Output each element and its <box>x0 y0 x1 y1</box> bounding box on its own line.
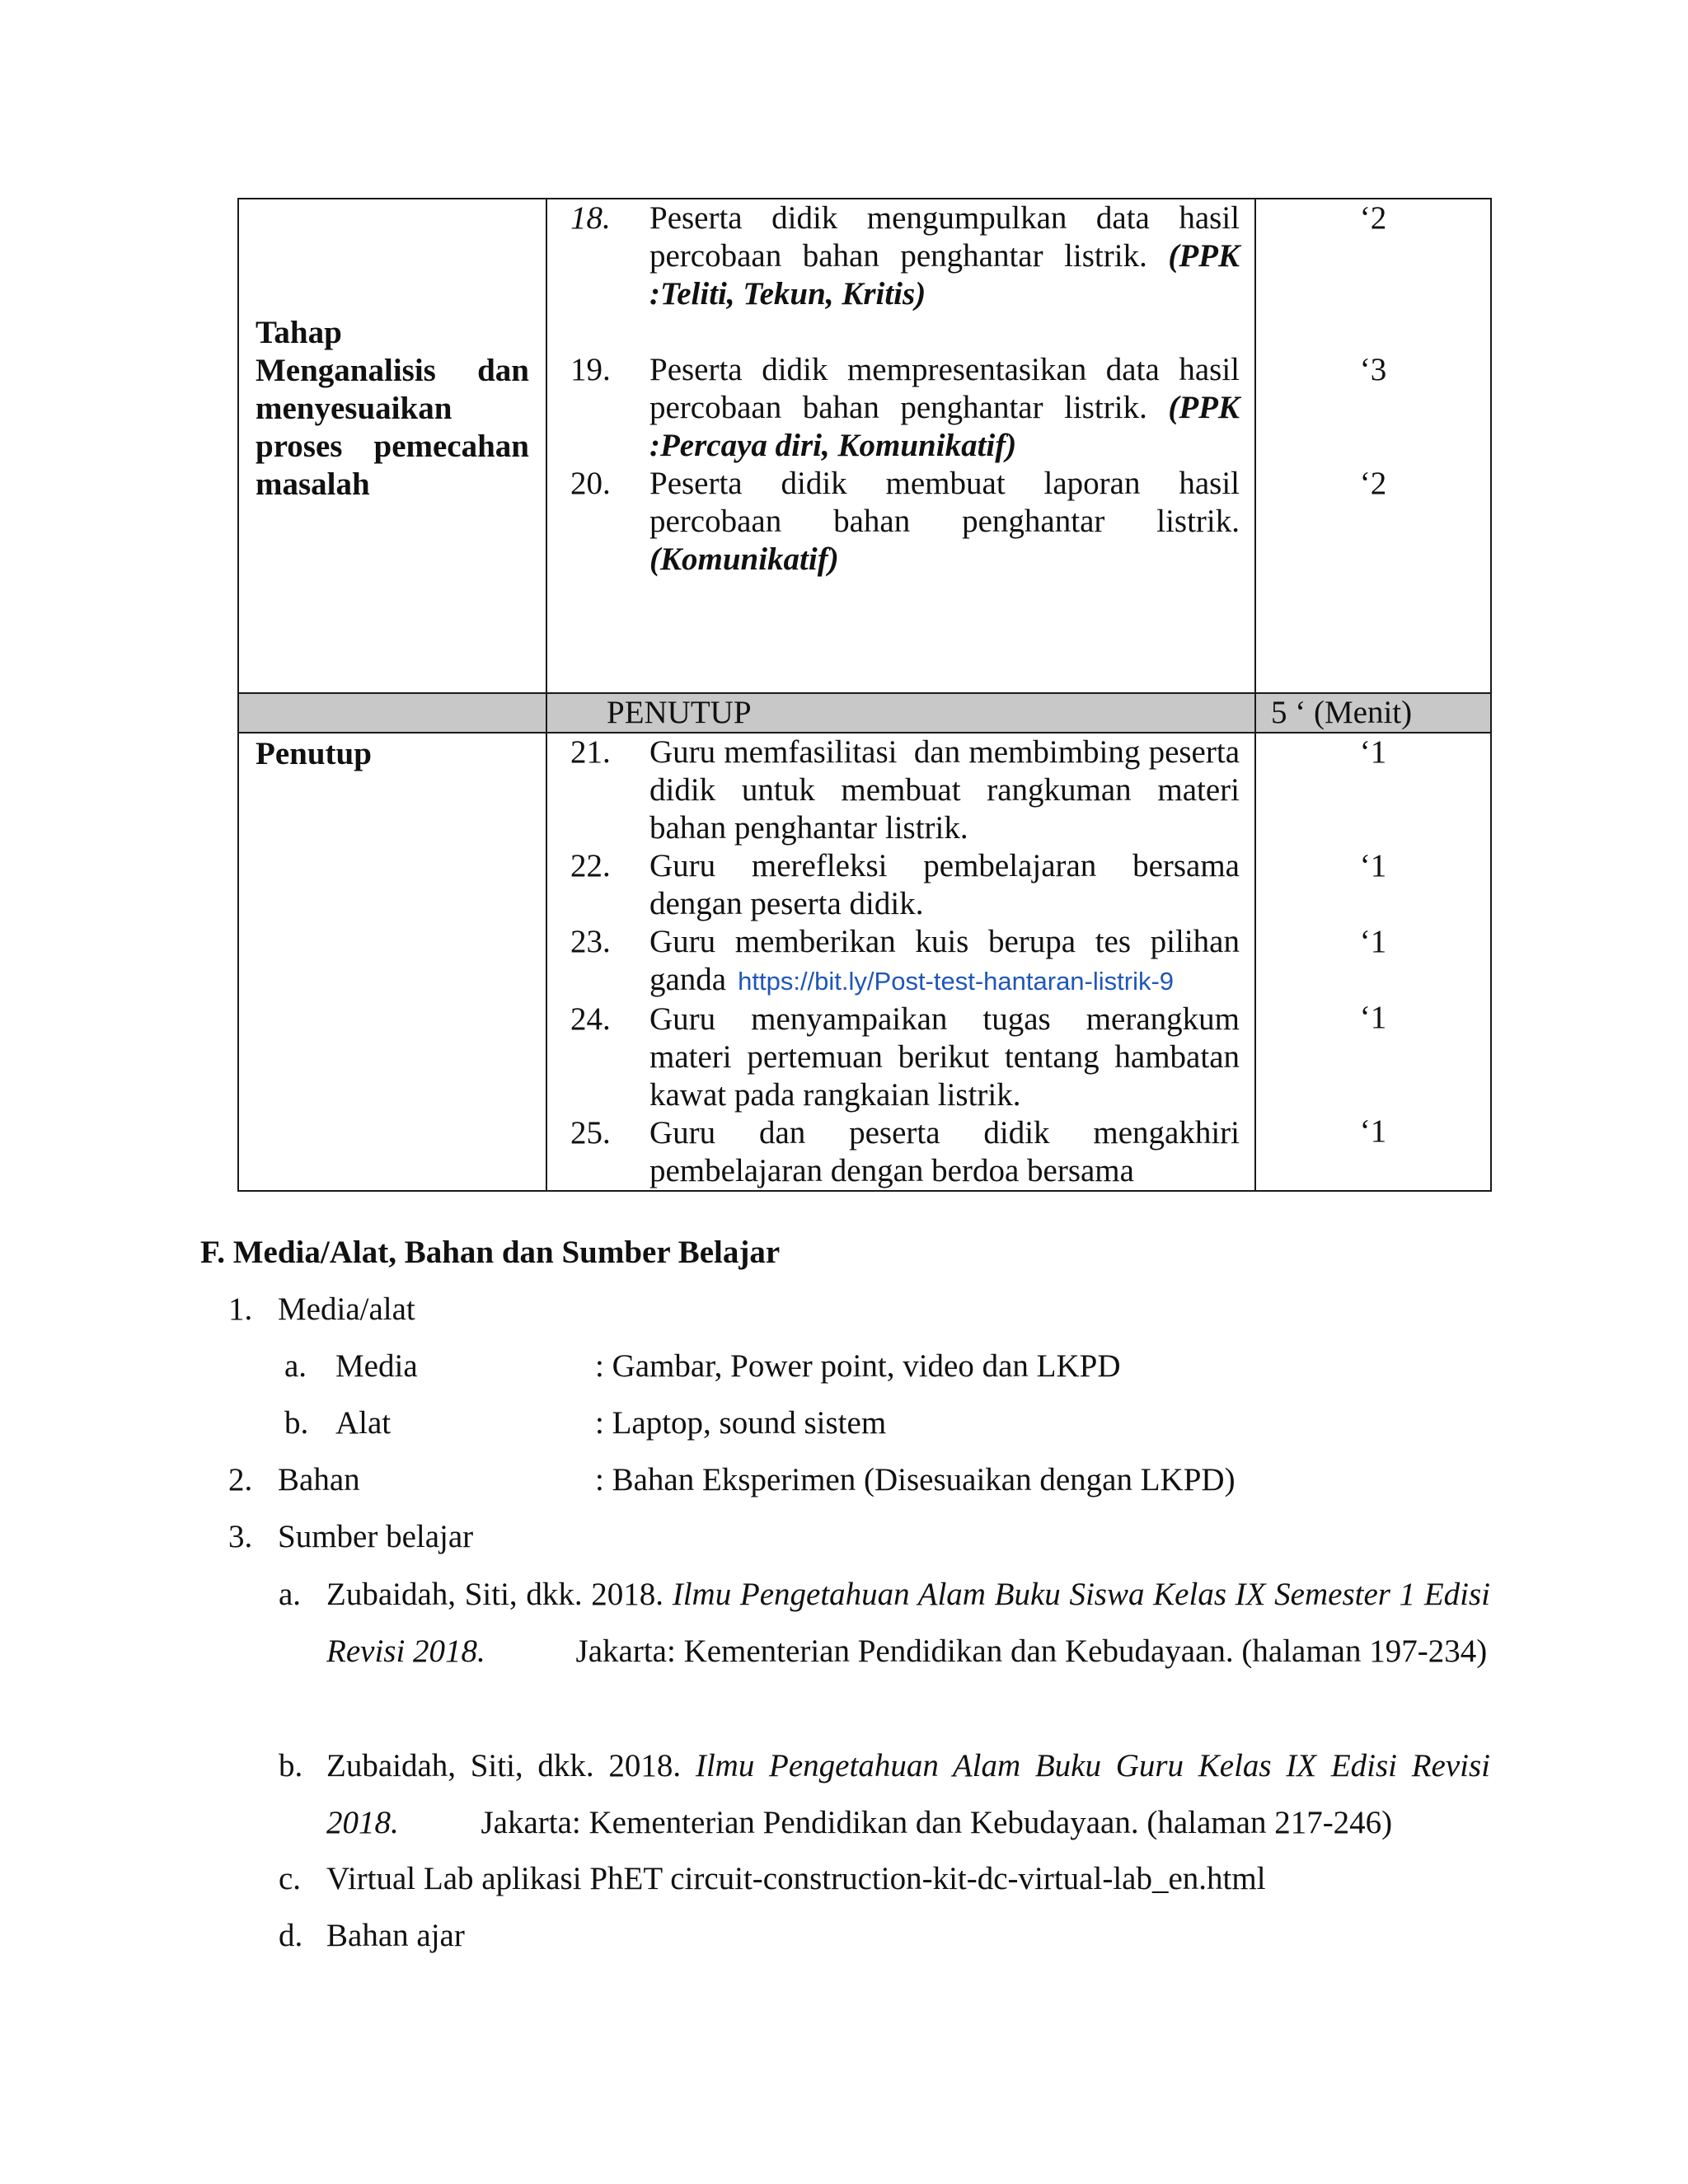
closing-section-time: 5 ‘ (Menit) <box>1255 693 1491 733</box>
list-item-label: Alat <box>335 1405 392 1441</box>
stage-times-closing <box>1255 733 1491 1191</box>
post-test-link[interactable]: https://bit.ly/Post-test-hantaran-listrik-9 <box>738 967 1175 996</box>
list-item: 24. Guru menyampaikan tugas merangkum materi pertemuan berikut tentang hambatan kawat pada rangkaian listrik. <box>570 1001 1240 1113</box>
stage-steps-analysis <box>546 199 1255 693</box>
table-row <box>238 693 1491 733</box>
time-value: ‘1 <box>1359 924 1387 959</box>
section-heading: F. Media/Alat, Bahan dan Sumber Belajar <box>200 1235 781 1270</box>
table-row <box>238 199 1491 693</box>
time-value: ‘2 <box>1359 200 1387 236</box>
list-letter: d. <box>279 1918 303 1953</box>
list-number: 3. <box>228 1519 253 1554</box>
list-item-label: Media/alat <box>278 1291 415 1327</box>
stage-steps-closing <box>546 733 1255 1191</box>
list-item: 18. Peserta didik mengumpulkan data hasil percobaan bahan penghantar listrik. (PPK :Teliti, Tekun, Kritis) <box>570 200 1240 312</box>
list-item: 19. Peserta didik mempresentasikan data hasil percobaan bahan penghantar listrik. (PPK :Percaya diri, Komunikatif) <box>570 352 1240 463</box>
list-item: 22. Guru merefleksi pembelajaran bersama dengan peserta didik. <box>570 848 1240 921</box>
stage-label-analysis: Tahap Menganalisis dan menyesuaikan proses pemecahan masalah <box>238 199 546 693</box>
list-item: 23. Guru memberikan kuis berupa tes pilihan ganda https://bit.ly/Post-test-hantaran-listrik-9 <box>570 924 1240 997</box>
list-item-label: Media <box>335 1348 418 1384</box>
list-item: 21. Guru memfasilitasi dan membimbing peserta didik untuk membuat rangkuman materi bahan penghantar listrik. <box>570 734 1248 846</box>
time-value: ‘1 <box>1359 734 1387 770</box>
list-item-value: : Gambar, Power point, video dan LKPD <box>595 1348 1121 1384</box>
closing-section-title: PENUTUP <box>546 693 1255 733</box>
list-letter: b. <box>284 1405 309 1441</box>
list-item-value: : Laptop, sound sistem <box>595 1405 887 1441</box>
reference-item: Bahan ajar <box>326 1918 465 1953</box>
list-item-value: : Bahan Eksperimen (Disesuaikan dengan LKPD) <box>595 1462 1236 1497</box>
list-letter: a. <box>279 1577 302 1612</box>
time-value: ‘2 <box>1359 466 1387 501</box>
time-value: ‘3 <box>1359 352 1387 387</box>
stage-times-analysis <box>1255 199 1491 693</box>
reference-item: Zubaidah, Siti, dkk. 2018. Ilmu Pengetahuan Alam Buku Siswa Kelas IX Semester 1 Edisi Revisi 2018. Jakarta: Kementerian Pendidikan dan Kebudayaan. (halaman 197-234) <box>326 1577 1490 1669</box>
list-item-label: Bahan <box>278 1462 360 1497</box>
stage-label-closing: Penutup <box>238 733 546 1191</box>
time-value: ‘1 <box>1359 1000 1387 1035</box>
list-letter: b. <box>279 1748 303 1783</box>
table-row <box>238 733 1491 1191</box>
time-value: ‘1 <box>1359 848 1387 883</box>
time-value: ‘1 <box>1359 1113 1387 1149</box>
list-number: 2. <box>228 1462 253 1497</box>
list-number: 1. <box>228 1291 253 1327</box>
list-item-label: Sumber belajar <box>278 1519 474 1554</box>
list-item: 20. Peserta didik membuat laporan hasil percobaan bahan penghantar listrik. (Komunikatif) <box>570 466 1240 577</box>
reference-item: Virtual Lab aplikasi PhET circuit-construction-kit-dc-virtual-lab_en.html <box>326 1861 1266 1896</box>
lesson-activity-table <box>237 198 1492 1192</box>
list-letter: c. <box>279 1861 302 1896</box>
list-letter: a. <box>284 1348 307 1384</box>
reference-item: Zubaidah, Siti, dkk. 2018. Ilmu Pengetahuan Alam Buku Guru Kelas IX Edisi Revisi 2018. Jakarta: Kementerian Pendidikan dan Kebudayaan. (halaman 217-246) <box>326 1748 1491 1840</box>
list-item: 25. Guru dan peserta didik mengakhiri pembelajaran dengan berdoa bersama <box>570 1115 1240 1188</box>
